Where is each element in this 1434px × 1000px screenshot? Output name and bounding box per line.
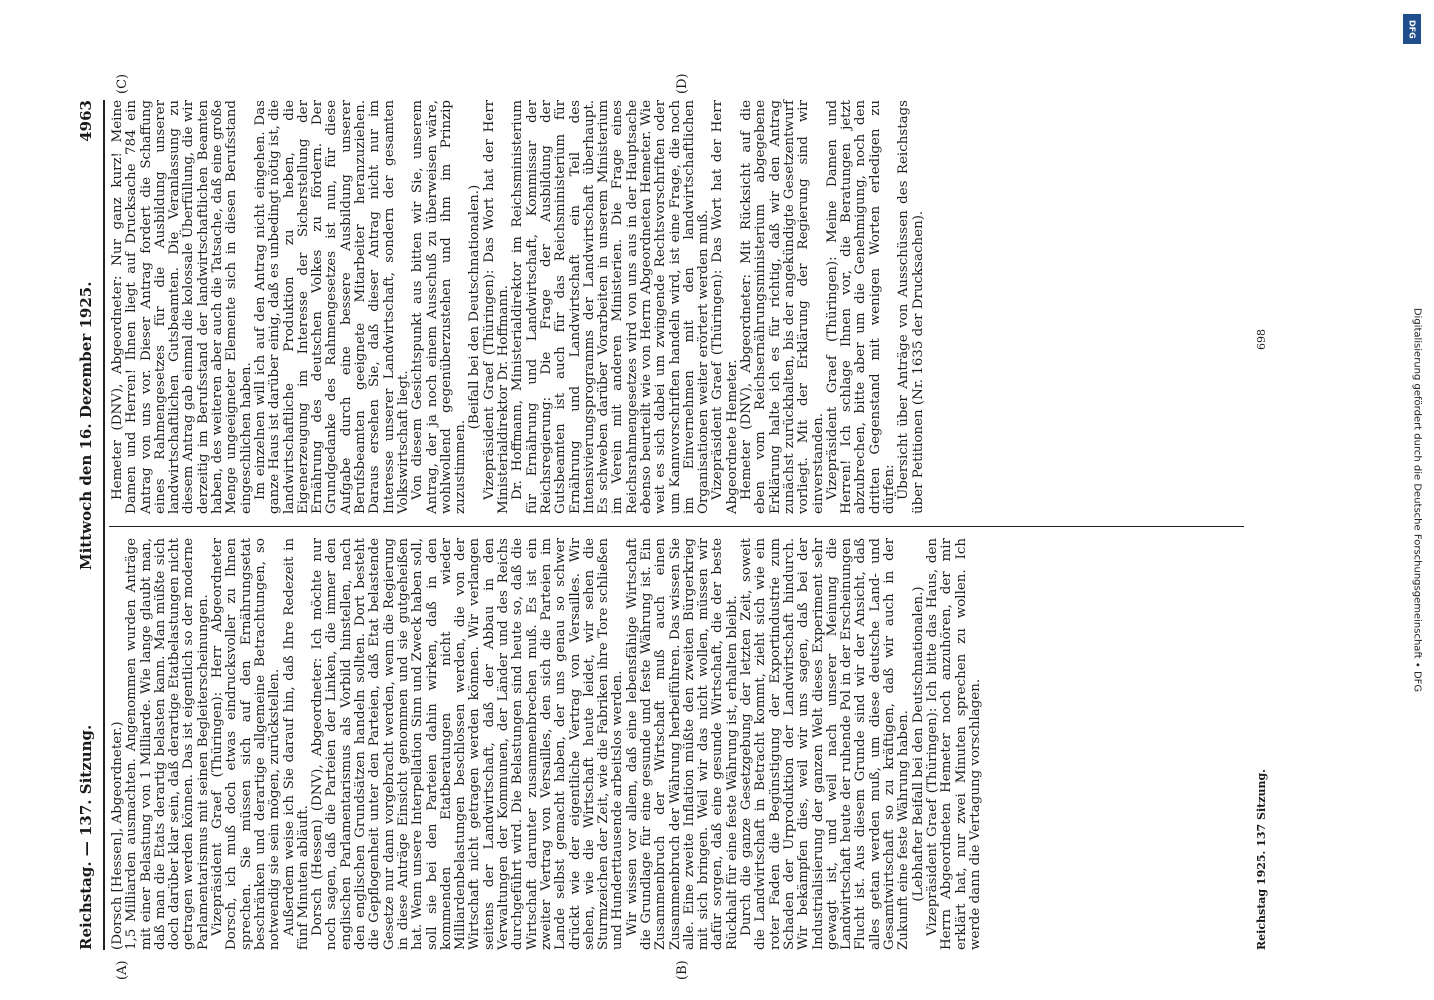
page-number: 4963 — [77, 100, 95, 142]
paragraph: Hemeter (DNV), Abgeordneter: Nur ganz kurz! Meine Damen und Herren! Ihnen liegt auf Drucksache 784 ein Antrag von uns vor. Dieser Antrag fordert die Schaffung eines Rahmengesetzes für die Ausbildung unserer landwirtschaftlichen Gutsbeamten. Die Veranlassung zu diesem Antrag gab einmal die kolossale Überfüllung, die wir derzeitig im Berufsstand der landwirtschaftlichen Beamten haben, des weiteren aber auch die Tatsache, daß eine große Menge ungeeigneter Elemente sich in diesen Berufsstand eingeschlichen haben. — [110, 100, 254, 514]
paragraph: Wir wissen vor allem, daß eine lebensfähige Wirtschaft die Grundlage für eine gesunde und feste Währung ist. Ein Zusammenbruch der Wirtschaft muß auch einen Zusammenbruch der Währung herbeiführen. Das wissen Sie alle. Eine zweite Inflation müßte den zweiten Bürgerkrieg mit sich bringen. Weil wir das nicht wollen, müssen wir dafür sorgen, daß eine gesunde Wirtschaft, die der beste Rückhalt für eine feste Währung ist, erhalten bleibt. — [624, 538, 740, 950]
paragraph: Übersicht über Anträge von Ausschüssen des Reichstags über Petitionen (Nr. 1635 der Drucksachen). — [896, 100, 926, 514]
column-divider — [109, 526, 1244, 527]
paragraph: 1,5 Milliarden ausmachten. Angenommen wurden Anträge mit einer Belastung von 1 Milliarde. Wie lange glaubt man, daß man die Etats derartig belasten kann. Man müßte sich doch darüber klar sein, daß derartige Etatbelastungen nicht getragen werden können. Das ist eigentlich so der moderne Parlamentarismus mit seinen Begleiterscheinungen. — [124, 538, 211, 950]
paragraph: (Beifall bei den Deutschnationalen.) — [467, 184, 483, 430]
printer-signature: 698 — [1255, 329, 1268, 350]
digitization-credit: Digitalisierung gefördert durch die Deutsche Forschungsgemeinschaft • DFG — [1411, 307, 1423, 693]
header-title: Reichstag. — 137. Sitzung. — [77, 724, 95, 950]
paragraph: Vizepräsident Graef (Thüringen): Das Wort hat der Herr Abgeordnete Hemeter. — [710, 100, 740, 514]
rotated-page — [75, 73, 1345, 980]
right-column — [111, 100, 926, 514]
page-footer: Reichstag 1925. 137 Sitzung. — [1255, 769, 1268, 950]
margin-mark-c: (C) — [115, 73, 130, 94]
paragraph: Außerdem weise ich Sie darauf hin, daß Ihre Redezeit in fünf Minuten abläuft. — [281, 538, 311, 950]
paragraph: Vizepräsident Graef (Thüringen): Meine Damen und Herren! Ich schlage Ihnen vor, die Beratungen jetzt abzubrechen, bitte aber um die Genehmigung, noch den dritten Gegenstand mit wenigen Worten erledigen zu dürfen: — [824, 100, 898, 514]
paragraph: Im einzelnen will ich auf den Antrag nicht eingehen. Das ganze Haus ist darüber einig, daß es unbedingt nötig ist, die landwirtschaftliche Produktion zu heben, die Eigenerzeugung im Interesse der Sicherstellung der Ernährung des deutschen Volkes zu fördern. Der Grundgedanke des Rahmengesetzes ist nun, für diese Aufgabe durch eine bessere Ausbildung unserer Berufsbeamten geeignete Mitarbeiter heranzuziehen. Daraus ersehen Sie, daß dieser Antrag nicht nur im Interesse unserer Landwirtschaft, sondern der gesamten Volkswirtschaft liegt. — [252, 100, 411, 514]
page-header — [75, 100, 101, 950]
left-column — [111, 538, 983, 950]
dfg-logo: DFG — [1403, 14, 1421, 44]
paragraph: (Dorsch [Hessen], Abgeordneter.) — [110, 721, 125, 950]
header-date: Mittwoch den 16. Dezember 1925. — [77, 281, 95, 570]
paragraph: Durch die ganze Gesetzgebung der letzten Zeit, soweit die Landwirtschaft in Betracht kommt, zieht sich wie ein roter Faden die Begünstigung der Exportindustrie zum Schaden der Urproduktion der Landwirtschaft hindurch. Wir bekämpfen dies, weil wir uns sagen, daß bei der Industrialisierung der ganzen Welt dieses Experiment sehr gewagt ist, und weil nach unserer Meinung die Landwirtschaft heute der ruhende Pol in der Erscheinungen Flucht ist. Aus diesem Grunde sind wir der Ansicht, daß alles getan werden muß, um diese deutsche Land- und Gesamtwirtschaft so zu kräftigen, daß wir auch in der Zukunft eine feste Währung haben. — [739, 538, 912, 950]
margin-mark-d: (D) — [675, 73, 690, 94]
paragraph: Vizepräsident Graef (Thüringen): Ich bitte das Haus, den Herrn Abgeordneten Hemeter noch anzuhören, der mir erklärt hat, nur zwei Minuten sprechen zu wollen. Ich werde dann die Vertagung vorschlagen. — [924, 538, 983, 950]
margin-mark-b: (B) — [675, 960, 690, 980]
header-rule — [103, 100, 105, 950]
paragraph: Vizepräsident Graef (Thüringen): Herr Abgeordneter Dorsch, ich muß doch etwas eindrucksvoller zu Ihnen sprechen. Sie müssen sich auf den Ernährungsetat beschränken und derartige allgemeine Betrachtungen, so notwendig sie sein mögen, zurückstellen. — [210, 538, 283, 950]
scan-credit-strip — [1400, 8, 1434, 992]
paragraph: Vizepräsident Graef (Thüringen): Das Wort hat der Herr Ministerialdirektor Dr. Hoffmann. — [481, 100, 512, 514]
paragraph: Dr. Hoffmann, Ministerialdirektor im Reichsministerium für Ernährung und Landwirtschaft, Kommissar der Reichsregierung: Die Frage der Ausbildung der Gutsbeamten ist auch für das Reichsministerium für Ernährung und Landwirtschaft ein Teil des Intensivierungsprogramms der Landwirtschaft überhaupt. Es schweben darüber Vorarbeiten in unserem Ministerium im Verein mit anderen Ministerien. Die Frage eines Reichsrahmengesetzes wird von uns aus in der Hauptsache ebenso beurteilt wie von Herrn Abgeordneten Hemeter. Wie weit es sich dabei um zwingende Rechtsvorschriften oder um Kannvorschriften handeln wird, ist eine Frage, die noch im Einvernehmen mit den landwirtschaftlichen Organisationen weiter erörtert werden muß. — [510, 100, 712, 514]
paragraph: (Lebhafter Beifall bei den Deutschnationalen.) — [910, 586, 926, 902]
paragraph: Von diesem Gesichtspunkt aus bitten wir Sie, unserem Antrag, der ja noch einem Ausschuß zu überweisen wäre, wohlwollend gegenüberzustehen und ihm im Prinzip zuzustimmen. — [410, 100, 469, 514]
margin-mark-a: (A) — [115, 960, 130, 980]
paragraph: Dorsch (Hessen) (DNV), Abgeordneter: Ich möchte nur noch sagen, daß die Parteien der Linken, die immer den englischen Parlamentarismus als Vorbild hinstellen, nach den englischen Grundsätzen handeln sollten. Dort besteht die Gepflogenheit unter den Parteien, daß Etat belastende Gesetze nur dann vorgebracht werden, wenn die Regierung in diese Anträge Einsicht genommen und sie gutgeheißen hat. Wenn unsere Interpellation Sinn und Zweck haben soll, soll sie bei den Parteien dahin wirken, daß in den kommenden Etatberatungen nicht wieder Milliardenbelastungen beschlossen werden, die von der Wirtschaft nicht getragen werden können. Wir verlangen seitens der Landwirtschaft, daß der Abbau in den Verwaltungen der Kommunen, der Länder und des Reichs durchgeführt wird. Die Belastungen sind heute so, daß die Wirtschaft darunter zusammenbrechen muß. Es ist ein zweiter Vertrag von Versailles, den sich die Parteien im Lande selbst gemacht haben, der uns genau so schwer drückt wie der eigentliche Vertrag von Versailles. Wir sehen, wie die Wirtschaft heute leidet, wir sehen die Sturmzeichen der Zeit, wie die Fabriken ihre Tore schließen und Hunderttausende arbeitslos werden. — [310, 538, 626, 950]
paragraph: Hemeter (DNV), Abgeordneter: Mit Rücksicht auf die eben vom Reichsernährungsministerium abgegebene Erklärung halte ich es für richtig, daß wir den Antrag zunächst zurückhalten, bis der angekündigte Gesetzentwurf vorliegt. Mit der Erklärung der Regierung sind wir einverstanden. — [739, 100, 826, 514]
